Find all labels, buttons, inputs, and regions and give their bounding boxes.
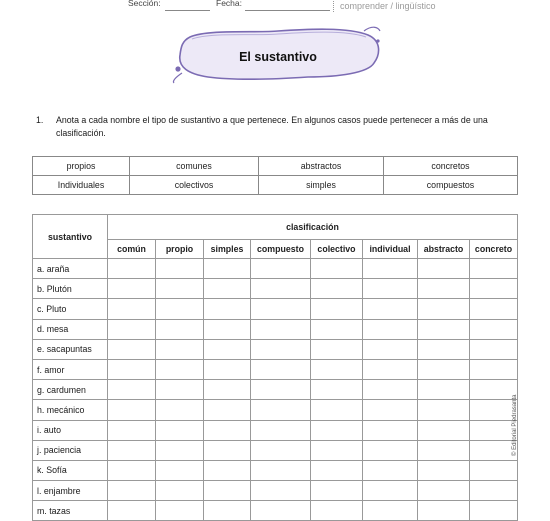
answer-cell[interactable] <box>156 460 204 480</box>
answer-cell[interactable] <box>470 460 518 480</box>
answer-cell[interactable] <box>418 299 470 319</box>
column-header: común <box>108 240 156 259</box>
answer-cell[interactable] <box>251 380 311 400</box>
answer-cell[interactable] <box>156 481 204 501</box>
answer-cell[interactable] <box>108 400 156 420</box>
answer-cell[interactable] <box>204 440 251 460</box>
types-cell: compuestos <box>384 176 518 195</box>
answer-cell[interactable] <box>418 460 470 480</box>
answer-cell[interactable] <box>251 359 311 379</box>
column-header: colectivo <box>311 240 363 259</box>
noun-label: l. enjambre <box>33 481 108 501</box>
answer-cell[interactable] <box>363 380 418 400</box>
answer-cell[interactable] <box>156 259 204 279</box>
answer-cell[interactable] <box>204 380 251 400</box>
answer-cell[interactable] <box>311 319 363 339</box>
section-label: Sección: <box>128 0 161 8</box>
answer-cell[interactable] <box>204 481 251 501</box>
column-header: individual <box>363 240 418 259</box>
date-field[interactable] <box>245 10 330 11</box>
answer-cell[interactable] <box>311 440 363 460</box>
date-label: Fecha: <box>216 0 242 8</box>
skill-hint: comprender / lingüístico <box>340 1 436 11</box>
noun-label: h. mecánico <box>33 400 108 420</box>
header-row <box>33 215 518 240</box>
table-row <box>33 380 518 400</box>
answer-cell[interactable] <box>204 319 251 339</box>
answer-cell[interactable] <box>418 359 470 379</box>
table-row <box>33 359 518 379</box>
types-row <box>33 176 518 195</box>
answer-cell[interactable] <box>251 319 311 339</box>
answer-cell[interactable] <box>251 460 311 480</box>
answer-cell[interactable] <box>156 319 204 339</box>
types-cell: colectivos <box>130 176 259 195</box>
types-cell: concretos <box>384 157 518 176</box>
answer-cell[interactable] <box>311 481 363 501</box>
answer-cell[interactable] <box>251 339 311 359</box>
types-cell: Individuales <box>33 176 130 195</box>
table-row <box>33 299 518 319</box>
answer-cell[interactable] <box>204 420 251 440</box>
answer-cell[interactable] <box>108 420 156 440</box>
answer-cell[interactable] <box>363 359 418 379</box>
banner-curl <box>173 73 182 83</box>
noun-label: d. mesa <box>33 319 108 339</box>
answer-cell[interactable] <box>363 259 418 279</box>
table-row <box>33 420 518 440</box>
answer-cell[interactable] <box>418 481 470 501</box>
answer-cell[interactable] <box>204 359 251 379</box>
column-header: simples <box>204 240 251 259</box>
answer-cell[interactable] <box>108 339 156 359</box>
answer-cell[interactable] <box>204 279 251 299</box>
noun-label: e. sacapuntas <box>33 339 108 359</box>
noun-label: m. tazas <box>33 501 108 521</box>
answer-cell[interactable] <box>108 481 156 501</box>
answer-cell[interactable] <box>108 299 156 319</box>
table-row <box>33 400 518 420</box>
answer-cell[interactable] <box>251 420 311 440</box>
instruction-number: 1. <box>36 115 44 125</box>
answer-cell[interactable] <box>156 380 204 400</box>
answer-cell[interactable] <box>418 380 470 400</box>
answer-cell[interactable] <box>108 319 156 339</box>
answer-cell[interactable] <box>311 420 363 440</box>
answer-cell[interactable] <box>470 299 518 319</box>
answer-cell[interactable] <box>470 279 518 299</box>
banner-dot <box>376 39 379 42</box>
answer-cell[interactable] <box>311 299 363 319</box>
answer-cell[interactable] <box>251 299 311 319</box>
page-title: El sustantivo <box>239 50 317 64</box>
answer-cell[interactable] <box>470 440 518 460</box>
answer-cell[interactable] <box>363 319 418 339</box>
answer-cell[interactable] <box>470 380 518 400</box>
answer-cell[interactable] <box>251 279 311 299</box>
answer-cell[interactable] <box>251 440 311 460</box>
noun-label: j. paciencia <box>33 440 108 460</box>
answer-cell[interactable] <box>108 380 156 400</box>
section-field[interactable] <box>165 10 210 11</box>
answer-cell[interactable] <box>418 319 470 339</box>
answer-cell[interactable] <box>311 259 363 279</box>
answer-cell[interactable] <box>363 279 418 299</box>
answer-cell[interactable] <box>363 460 418 480</box>
noun-label: f. amor <box>33 359 108 379</box>
answer-cell[interactable] <box>251 259 311 279</box>
noun-label: k. Sofía <box>33 460 108 480</box>
answer-cell[interactable] <box>311 380 363 400</box>
answer-cell[interactable] <box>470 259 518 279</box>
answer-cell[interactable] <box>108 259 156 279</box>
answer-cell[interactable] <box>108 279 156 299</box>
answer-cell[interactable] <box>470 319 518 339</box>
noun-column-header: sustantivo <box>33 215 108 259</box>
column-header: propio <box>156 240 204 259</box>
answer-cell[interactable] <box>363 420 418 440</box>
banner-curl <box>364 27 380 31</box>
answer-cell[interactable] <box>156 359 204 379</box>
noun-label: c. Pluto <box>33 299 108 319</box>
noun-label: g. cardumen <box>33 380 108 400</box>
answer-cell[interactable] <box>470 339 518 359</box>
answer-cell[interactable] <box>311 460 363 480</box>
table-row <box>33 259 518 279</box>
noun-label: i. auto <box>33 420 108 440</box>
answer-cell[interactable] <box>251 400 311 420</box>
column-header: concreto <box>470 240 518 259</box>
answer-cell[interactable] <box>251 481 311 501</box>
noun-label: b. Plutón <box>33 279 108 299</box>
types-cell: simples <box>259 176 384 195</box>
noun-label: a. araña <box>33 259 108 279</box>
answer-cell[interactable] <box>156 279 204 299</box>
answer-cell[interactable] <box>156 299 204 319</box>
types-row <box>33 157 518 176</box>
table-row <box>33 440 518 460</box>
answer-cell[interactable] <box>418 259 470 279</box>
answer-cell[interactable] <box>204 339 251 359</box>
answer-cell[interactable] <box>156 339 204 359</box>
answer-cell[interactable] <box>470 359 518 379</box>
answer-cell[interactable] <box>311 339 363 359</box>
answer-cell[interactable] <box>204 259 251 279</box>
answer-cell[interactable] <box>156 440 204 460</box>
column-header: abstracto <box>418 240 470 259</box>
classification-body <box>33 259 518 521</box>
types-cell: comunes <box>130 157 259 176</box>
table-row <box>33 279 518 299</box>
answer-cell[interactable] <box>108 359 156 379</box>
answer-cell[interactable] <box>470 420 518 440</box>
table-row <box>33 339 518 359</box>
column-header: compuesto <box>251 240 311 259</box>
answer-cell[interactable] <box>204 460 251 480</box>
classification-table <box>32 214 518 521</box>
answer-cell[interactable] <box>363 339 418 359</box>
answer-cell[interactable] <box>363 481 418 501</box>
answer-cell[interactable] <box>418 400 470 420</box>
answer-cell[interactable] <box>204 299 251 319</box>
types-cell: abstractos <box>259 157 384 176</box>
worksheet-header <box>0 0 550 14</box>
answer-cell[interactable] <box>363 299 418 319</box>
answer-cell[interactable] <box>204 400 251 420</box>
answer-cell[interactable] <box>311 279 363 299</box>
answer-cell[interactable] <box>156 420 204 440</box>
answer-cell[interactable] <box>363 440 418 460</box>
banner-dot <box>175 66 180 71</box>
noun-types-table <box>32 156 518 195</box>
answer-cell[interactable] <box>108 460 156 480</box>
answer-cell[interactable] <box>418 279 470 299</box>
answer-cell[interactable] <box>311 400 363 420</box>
answer-cell[interactable] <box>156 400 204 420</box>
answer-cell[interactable] <box>311 359 363 379</box>
classification-group-header: clasificación <box>108 215 518 240</box>
answer-cell[interactable] <box>108 440 156 460</box>
table-row <box>33 481 518 501</box>
answer-cell[interactable] <box>418 440 470 460</box>
table-row <box>33 460 518 480</box>
copyright-note: © Editorial Piedrasanta <box>512 394 518 456</box>
answer-cell[interactable] <box>470 400 518 420</box>
answer-cell[interactable] <box>363 400 418 420</box>
types-cell: propios <box>33 157 130 176</box>
table-row <box>33 319 518 339</box>
instruction-text: Anota a cada nombre el tipo de sustantivo a que pertenece. En algunos casos puede pertenecer a más de una clasificación. <box>56 115 488 138</box>
answer-cell[interactable] <box>418 420 470 440</box>
answer-cell[interactable] <box>418 339 470 359</box>
answer-cell[interactable] <box>470 481 518 501</box>
